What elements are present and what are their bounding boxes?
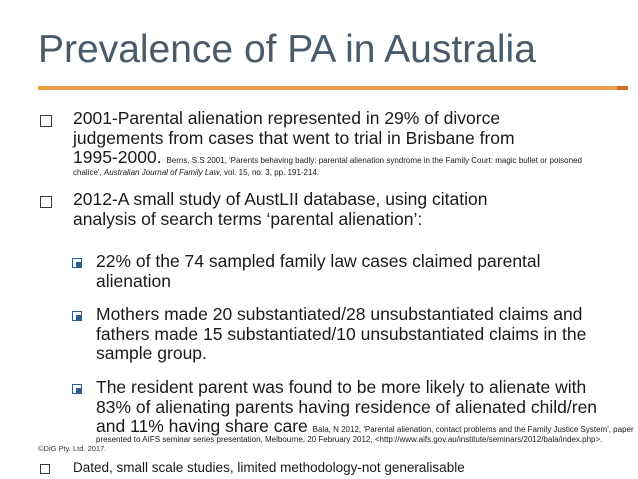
citation-bala-cont: presented to AIFS seminar series presentation, Melbourne, 20 February 2012, <http://www.aifs.gov.au/institute/seminars/2012/bala/index.php>. xyxy=(96,435,603,444)
filled-square-bullet-icon xyxy=(72,258,83,269)
bullet-3: Dated, small scale studies, limited methodology-not generalisable xyxy=(73,460,465,475)
title-divider-accent xyxy=(617,86,628,90)
filled-square-bullet-icon xyxy=(72,384,83,395)
sub-bullet-3-line-3-text: and 11% having share care xyxy=(96,416,308,436)
bullet-1-line-1: 2001-Parental alienation represented in 29% of divorce xyxy=(73,108,501,128)
sub-bullet-3-line-2: 83% of alienating parents having residence of alienated child/ren xyxy=(96,396,598,417)
citation-berns-journal: Australian Journal of Family Law xyxy=(103,167,220,177)
sub-bullet-2-line-2: fathers made 15 substantiated/10 unsubstantiated claims in the xyxy=(96,323,587,344)
bullet-1 xyxy=(73,109,633,178)
citation-berns-cont xyxy=(73,168,633,178)
sub-bullet-1 xyxy=(96,252,636,291)
hollow-square-bullet-icon xyxy=(40,115,52,127)
sub-bullet-3 xyxy=(96,378,636,437)
citation-berns: Berns, S.S 2001, 'Parents behaving badly: parental alienation syndrome in the Family Court: magic bullet or poisoned xyxy=(166,156,582,165)
sub-bullet-2-line-3: sample group. xyxy=(96,343,207,363)
slide-title: Prevalence of PA in Australia xyxy=(38,28,536,71)
sub-bullet-3-line-1: The resident parent was found to be more likely to alienate with xyxy=(96,377,587,397)
bullet-2-line-1: 2012-A small study of AustLII database, using citation xyxy=(73,189,488,209)
citation-berns-chalice: chalice', xyxy=(73,167,102,177)
title-divider xyxy=(38,86,628,90)
citation-bala: Bala, N 2012, 'Parental alienation, contact problems and the Family Justice System', paper xyxy=(312,425,634,434)
bullet-2 xyxy=(73,190,633,229)
sub-bullet-1-line-1: 22% of the 74 sampled family law cases claimed parental xyxy=(96,251,541,271)
bullet-1-line-2: judgements from cases that went to trial in Brisbane from xyxy=(73,127,515,148)
hollow-square-bullet-icon xyxy=(40,464,50,474)
sub-bullet-2-line-1: Mothers made 20 substantiated/28 unsubstantiated claims and xyxy=(96,304,583,324)
copyright-notice: ©DiG Pty. Ltd. 2017. xyxy=(38,444,107,453)
hollow-square-bullet-icon xyxy=(40,196,52,208)
bullet-1-line-3-text: 1995-2000. xyxy=(73,147,162,167)
sub-bullet-1-line-2: alienation xyxy=(96,270,171,291)
filled-square-bullet-icon xyxy=(72,311,83,322)
citation-berns-volume: , vol. 15, no. 3, pp. 191-214. xyxy=(219,167,320,177)
bullet-2-line-2: analysis of search terms ‘parental alienation’: xyxy=(73,208,423,229)
sub-bullet-2 xyxy=(96,305,636,364)
bullet-1-line-3 xyxy=(73,148,633,168)
